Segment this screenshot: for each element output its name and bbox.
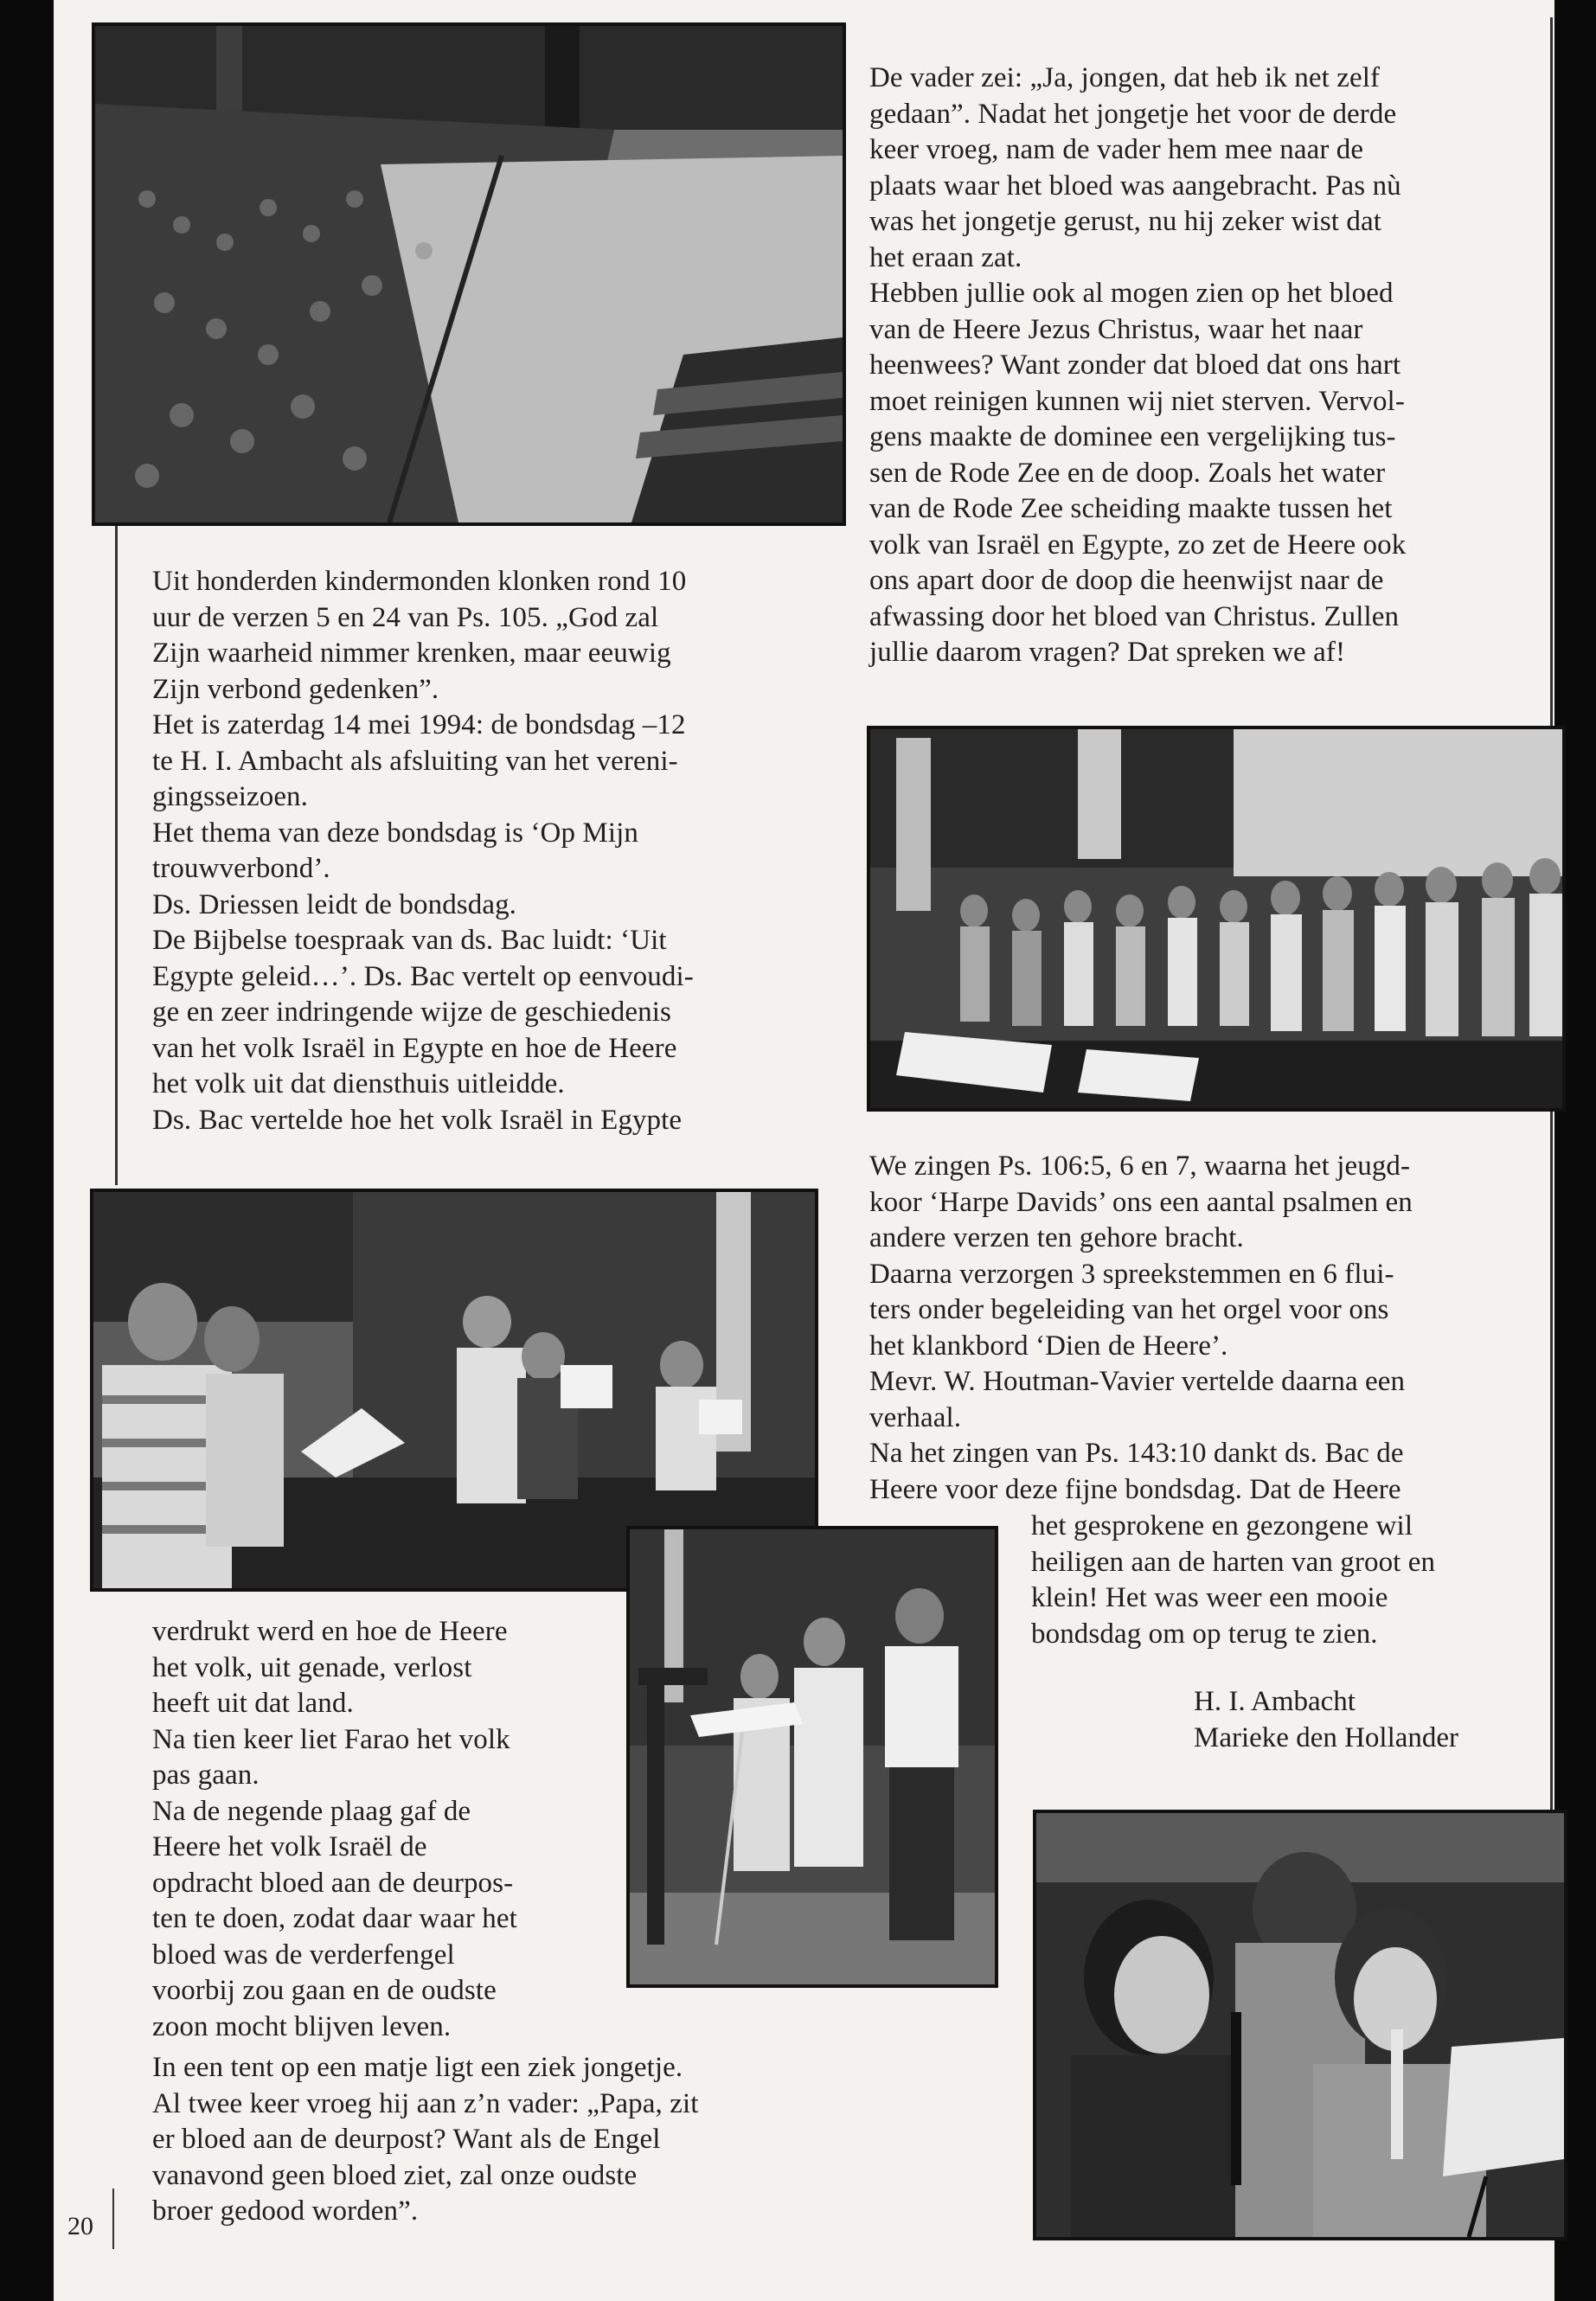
text-line: ten te doen, zodat daar waar het — [152, 1903, 517, 1934]
text-line: Ds. Bac vertelde hoe het volk Israël in Egypte — [152, 1104, 683, 1136]
photo-flute-closeup — [1033, 1810, 1567, 2240]
text-line: Na de negende plaag gaf de — [152, 1795, 471, 1827]
text-line: Hebben jullie ook al mogen zien op het bloed — [869, 278, 1394, 309]
text-line: koor ‘Harpe Davids’ ons een aantal psalmen en — [869, 1186, 1413, 1218]
text-line: ters onder begeleiding van het orgel voor ons — [869, 1294, 1389, 1325]
article-text-right-middle — [869, 1149, 1553, 1508]
text-line: Al twee keer vroeg hij aan z’n vader: „Papa, zit — [152, 2087, 699, 2119]
text-line: heiligen aan de harten van groot en — [1031, 1546, 1436, 1578]
text-line: het volk uit dat diensthuis uitleidde. — [152, 1068, 565, 1099]
text-line: het gesprokene en gezongene wil — [1031, 1510, 1413, 1541]
text-line: van het volk Israël in Egypte en hoe de Heere — [152, 1032, 677, 1064]
text-line: volk van Israël en Egypte, zo zet de Heere ook — [869, 529, 1407, 561]
text-line: van de Rode Zee scheiding maakte tussen het — [869, 493, 1393, 524]
text-line: heeft uit dat land. — [152, 1688, 354, 1719]
text-line: plaats waar het bloed was aangebracht. Pas nù — [869, 170, 1401, 202]
text-line: trouwverbond’. — [152, 853, 330, 884]
text-line: jullie daarom vragen? Dat spreken we af! — [869, 637, 1346, 668]
text-line: Het thema van deze bondsdag is ‘Op Mijn — [152, 817, 639, 849]
text-line: vanavond geen bloed ziet, zal onze oudste — [152, 2159, 638, 2191]
text-line: gingsseizoen. — [152, 781, 309, 812]
text-line: verdrukt werd en hoe de Heere — [152, 1616, 508, 1647]
text-line: het eraan zat. — [869, 241, 1022, 273]
signature-author: Marieke den Hollander — [1194, 1722, 1459, 1753]
page-number: 20 — [67, 2212, 93, 2240]
text-line: te H. I. Ambacht als afsluiting van het vereni- — [152, 745, 678, 777]
photo-church-congregation — [92, 22, 846, 526]
text-line: verhaal. — [869, 1401, 962, 1433]
text-line: heenwees? Want zonder dat bloed dat ons hart — [869, 349, 1401, 381]
author-signature — [1194, 1683, 1458, 1756]
photo-youth-choir — [867, 726, 1566, 1112]
article-text-right-top — [869, 61, 1544, 671]
text-line: Zijn verbond gedenken”. — [152, 673, 439, 705]
text-line: afwassing door het bloed van Christus. Zullen — [869, 600, 1400, 632]
text-line: gens maakte de dominee een vergelijking tus- — [869, 421, 1396, 452]
text-line: andere verzen ten gehore bracht. — [869, 1222, 1244, 1253]
text-line: Daarna verzorgen 3 spreekstemmen en 6 flui- — [869, 1258, 1394, 1290]
text-line: Mevr. W. Houtman-Vavier vertelde daarna een — [869, 1366, 1406, 1397]
text-line: uur de verzen 5 en 24 van Ps. 105. „God zal — [152, 601, 659, 633]
article-text-left-bottom — [152, 2050, 827, 2230]
text-line: Uit honderden kindermonden klonken rond 10 — [152, 566, 687, 597]
text-line: In een tent op een matje ligt een ziek jongetje. — [152, 2052, 683, 2083]
text-line: De vader zei: „Ja, jongen, dat heb ik net zelf — [869, 62, 1381, 93]
text-line: bondsdag om op terug te zien. — [1031, 1618, 1378, 1650]
photo-children-reciting — [626, 1526, 998, 1988]
text-line: Na het zingen van Ps. 143:10 dankt ds. Bac de — [869, 1438, 1404, 1469]
text-line: broer gedood worden”. — [152, 2195, 419, 2227]
page-number-rule — [112, 2189, 114, 2249]
text-line: klein! Het was weer een mooie — [1031, 1582, 1388, 1613]
signature-location: H. I. Ambacht — [1194, 1686, 1356, 1717]
text-line: De Bijbelse toespraak van ds. Bac luidt: ‘Uit — [152, 925, 667, 956]
text-line: het klankbord ‘Dien de Heere’. — [869, 1330, 1228, 1362]
text-line: voorbij zou gaan en de oudste — [152, 1975, 497, 2006]
text-line: was het jongetje gerust, nu hij zeker wist dat — [869, 206, 1382, 237]
scan-edge-left — [0, 0, 54, 2301]
text-line: sen de Rode Zee en de doop. Zoals het water — [869, 457, 1386, 489]
text-line: van de Heere Jezus Christus, waar het naar — [869, 313, 1363, 345]
text-line: Zijn waarheid nimmer krenken, maar eeuwig — [152, 638, 671, 669]
text-line: Heere het volk Israël de — [152, 1831, 427, 1862]
text-line: Ds. Driessen leidt de bondsdag. — [152, 888, 517, 920]
column-rule-left — [115, 519, 118, 1185]
article-text-left-middle — [152, 1614, 619, 2045]
text-line: bloed was de verderfengel — [152, 1939, 455, 1971]
text-line: moet reinigen kunnen wij niet sterven. Vervol- — [869, 385, 1405, 417]
text-line: Egypte geleid…’. Ds. Bac vertelt op eenvoudi- — [152, 960, 694, 992]
text-line: ge en zeer indringende wijze de geschiedenis — [152, 997, 671, 1028]
text-line: Het is zaterdag 14 mei 1994: de bondsdag –12 — [152, 709, 686, 740]
text-line: het volk, uit genade, verlost — [152, 1651, 472, 1683]
text-line: keer vroeg, nam de vader hem mee naar de — [869, 134, 1364, 165]
text-line: pas gaan. — [152, 1759, 260, 1791]
article-text-left-top — [152, 564, 810, 1138]
text-line: opdracht bloed aan de deurpos- — [152, 1867, 514, 1899]
text-line: We zingen Ps. 106:5, 6 en 7, waarna het jeugd- — [869, 1150, 1411, 1182]
article-text-right-bottom — [1031, 1509, 1550, 1652]
text-line: Heere voor deze fijne bondsdag. Dat de Heere — [869, 1473, 1401, 1505]
text-line: ons apart door de doop die heenwijst naar de — [869, 565, 1384, 596]
text-line: er bloed aan de deurpost? Want als de Engel — [152, 2124, 661, 2155]
text-line: zoon mocht blijven leven. — [152, 2010, 452, 2042]
text-line: gedaan”. Nadat het jongetje het voor de derde — [869, 98, 1397, 130]
text-line: Na tien keer liet Farao het volk — [152, 1723, 510, 1755]
